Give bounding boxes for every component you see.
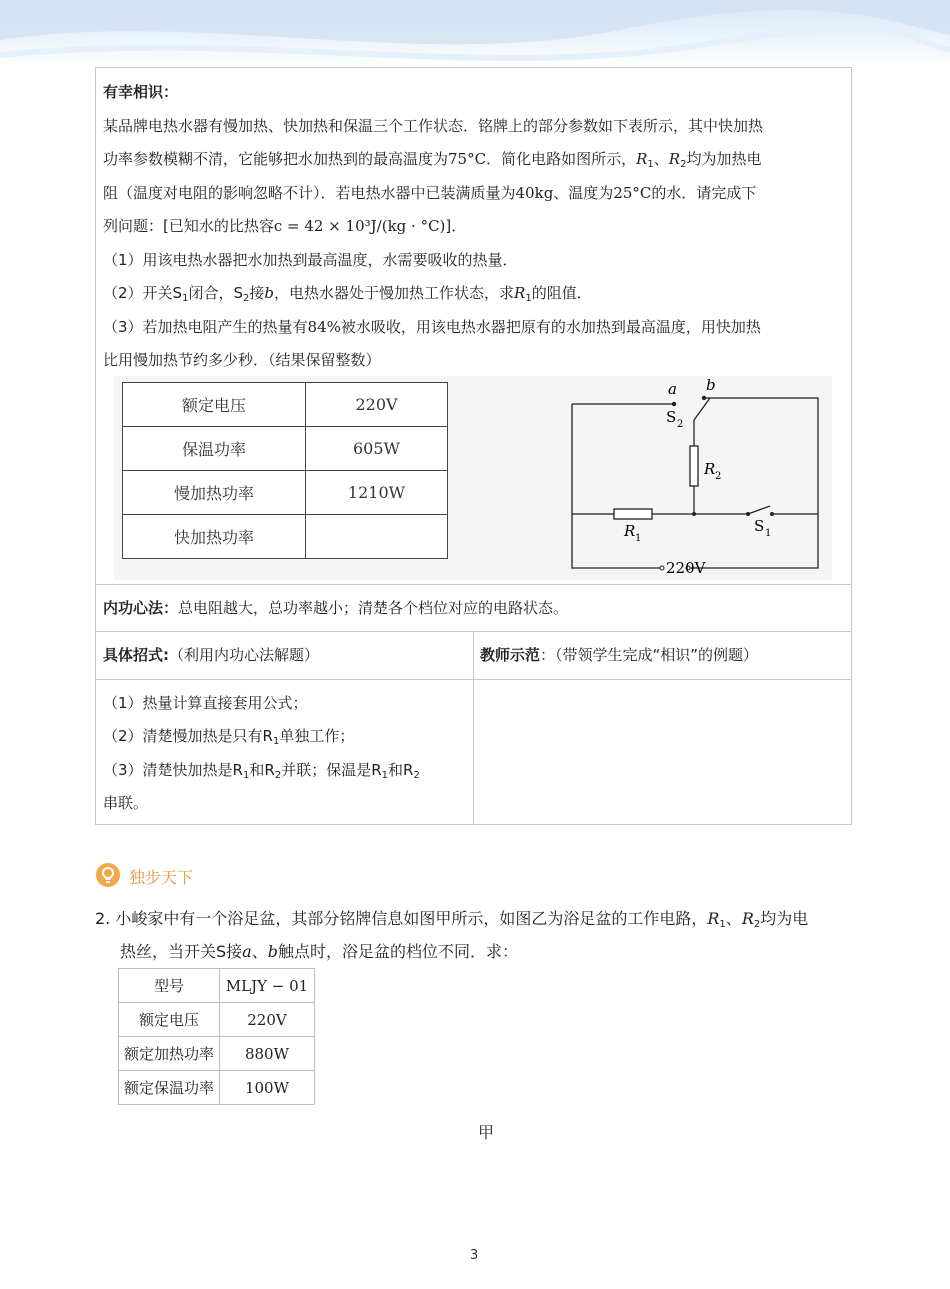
table-row: [123, 383, 448, 427]
page-number: 3: [470, 1248, 479, 1263]
nameplate-value: 100W: [220, 1071, 315, 1105]
method-row: [96, 584, 851, 632]
nameplate-value: MLJY − 01: [220, 969, 315, 1003]
question-1: （1）用该电热水器把水加热到最高温度，水需要吸收的热量．: [103, 251, 518, 269]
table-row: [119, 1037, 315, 1071]
intro-line-2: 功率参数模糊不清，它能够把水加热到的最高温度为75°C．简化电路如图所示，$R_1$、$R_2$均为加热电: [103, 150, 762, 170]
r2-sub: 2: [715, 471, 722, 482]
spec-table: [122, 382, 448, 559]
table-row: [119, 969, 315, 1003]
problem-2-line-1: 2. 小峻家中有一个浴足盆，其部分铭牌信息如图甲所示，如图乙为浴足盆的工作电路，$R_1$、$R_2$均为电: [95, 909, 809, 930]
nameplate-value: 220V: [220, 1003, 315, 1037]
bulb-icon: [95, 862, 121, 888]
moves-line-2: （2）清楚慢加热是只有$R_1$单独工作；: [103, 727, 355, 747]
r1-label: R: [624, 522, 636, 540]
nameplate-value: 880W: [220, 1037, 315, 1071]
table-row: [119, 1003, 315, 1037]
intro-line-3: 阻（温度对电阻的影响忽略不计）．若电热水器中已装满质量为40kg、温度为25°C的水．请完成下: [103, 184, 757, 202]
moves-line-1: （1）热量计算直接套用公式；: [103, 694, 308, 712]
table-row: [123, 471, 448, 515]
intro-heading: 有幸相识：: [103, 83, 179, 101]
moves-line-4: 串联。: [103, 794, 149, 812]
table-row: [119, 1071, 315, 1105]
intro-line-1: 某品牌电热水器有慢加热、快加热和保温三个工作状态．铭牌上的部分参数如下表所示，其中快加热: [103, 117, 764, 135]
column-divider: [473, 631, 474, 825]
intro-section: [96, 68, 851, 585]
spec-value: 1210W: [306, 471, 448, 515]
spec-value: 220V: [306, 383, 448, 427]
terminal-a: a: [668, 380, 677, 398]
figure-area: [114, 376, 832, 580]
section-title: 独步天下: [129, 868, 194, 887]
intro-line-4: 列问题：[已知水的比热容c = 42 × 10³J/(kg · °C)]．: [103, 217, 467, 235]
nameplate-label: 额定电压: [119, 1003, 220, 1037]
r2-label: R: [704, 460, 716, 478]
switch-s1-label: S: [754, 517, 765, 535]
voltage-label: 220V: [666, 559, 706, 577]
moves-line-3: （3）清楚快加热是$R_1$和$R_2$并联；保温是$R_1$和$R_2$: [103, 761, 420, 781]
nameplate-table: [118, 968, 315, 1105]
spec-label: 快加热功率: [123, 515, 306, 559]
header-band: [0, 0, 950, 66]
spec-label: 慢加热功率: [123, 471, 306, 515]
spec-label: 额定电压: [123, 383, 306, 427]
question-2: （2）开关$S_1$闭合，$S_2$接b，电热水器处于慢加热工作状态，求$R_1$的阻值．: [103, 284, 592, 304]
nameplate-label: 额定保温功率: [119, 1071, 220, 1105]
switch-s2-label: S: [666, 408, 677, 426]
nameplate-label: 额定加热功率: [119, 1037, 220, 1071]
problem-2-line-2: 热丝，当开关S接a、b触点时，浴足盆的档位不同．求：: [120, 942, 518, 961]
moves-heading: 具体招式:（利用内功心法解题）: [103, 646, 320, 664]
lesson-box: [95, 67, 852, 825]
spec-value: [306, 515, 448, 559]
figure-caption: 甲: [478, 1123, 495, 1142]
table-row: [123, 427, 448, 471]
teacher-heading: 教师示范：（带领学生完成“相识”的例题）: [480, 646, 759, 664]
switch-s2-sub: 2: [677, 419, 684, 430]
r1-sub: 1: [635, 533, 642, 544]
question-3-cont: 比用慢加热节约多少秒．（结果保留整数）: [103, 351, 381, 369]
nameplate-label: 型号: [119, 969, 220, 1003]
section-header: [95, 862, 395, 890]
spec-value: 605W: [306, 427, 448, 471]
wave-decoration: [0, 0, 950, 66]
terminal-b: b: [706, 378, 716, 394]
spec-label: 保温功率: [123, 427, 306, 471]
question-3: （3）若加热电阻产生的热量有84%被水吸收，用该电热水器把原有的水加热到最高温度，用快加热: [103, 318, 761, 336]
circuit-diagram: [562, 378, 832, 578]
table-row: [123, 515, 448, 559]
method-text: 内功心法：总电阻越大，总功率越小；清楚各个档位对应的电路状态。: [103, 599, 569, 617]
switch-s1-sub: 1: [765, 528, 772, 539]
